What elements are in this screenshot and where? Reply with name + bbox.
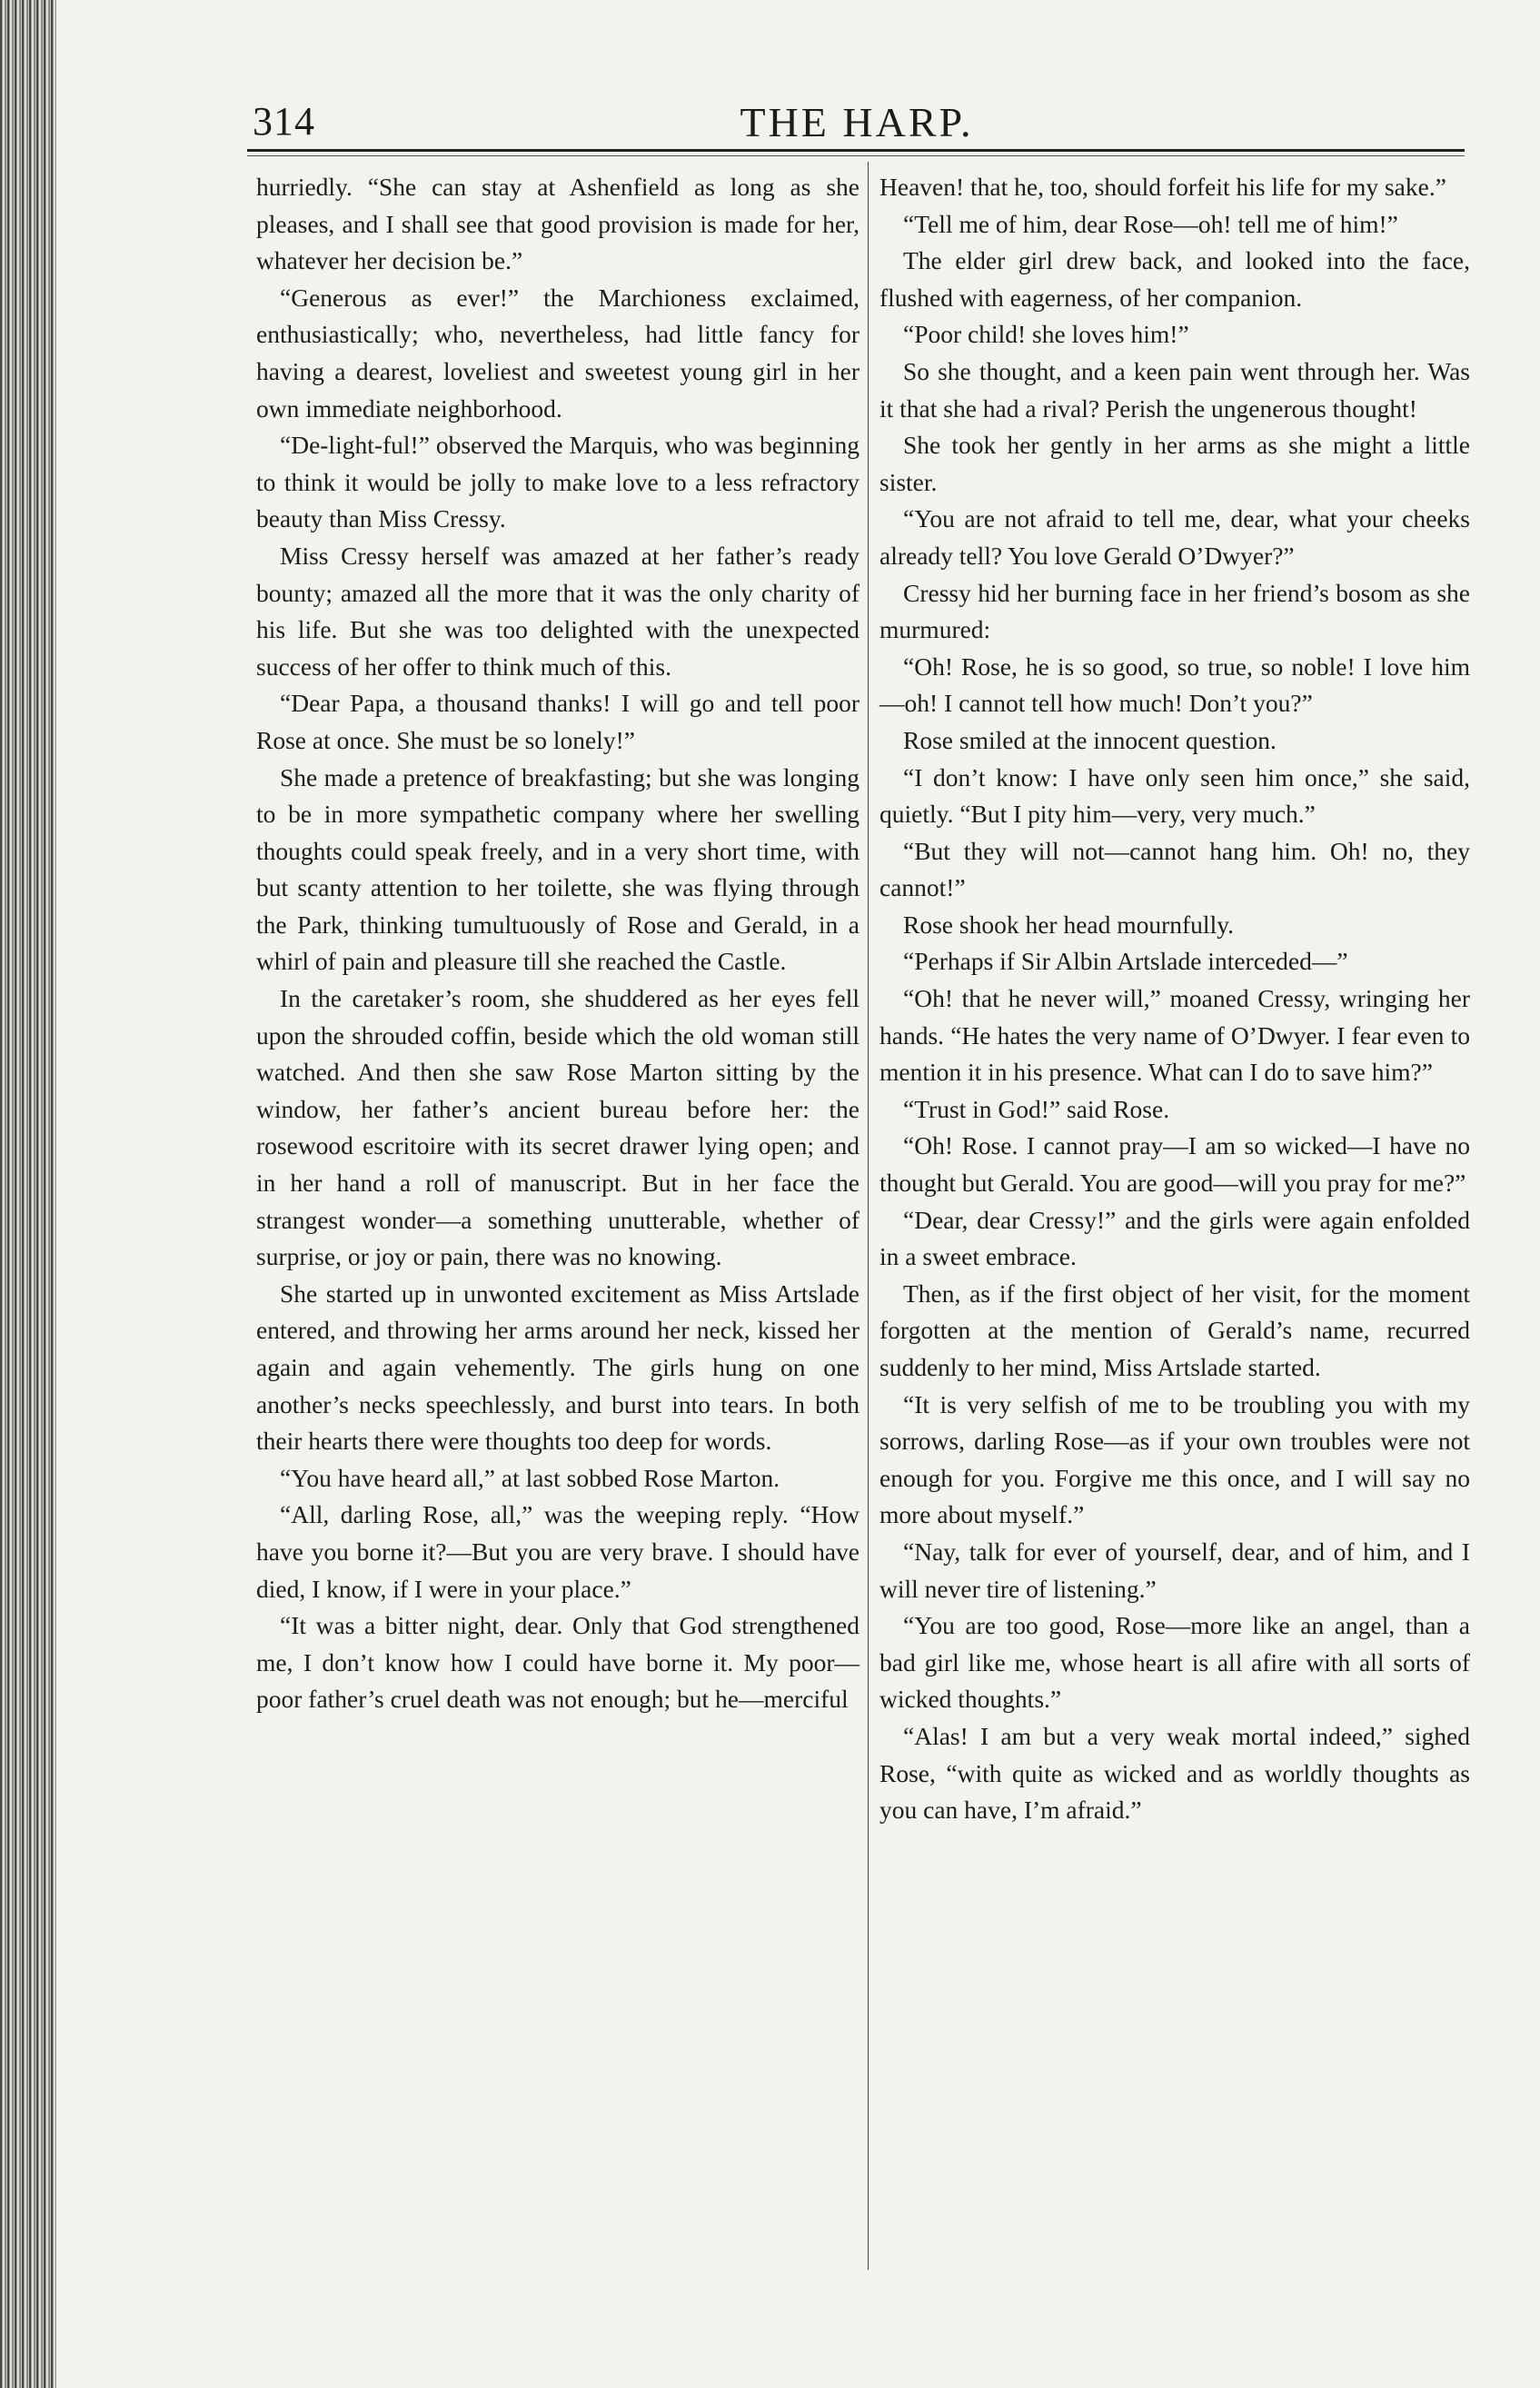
paragraph: Miss Cressy herself was amazed at her father’s ready bounty; amazed all the more that it was the only charity of his life. But she was too delighted with the unexpected success of her offer to think much of this. <box>256 541 859 681</box>
right-column <box>879 169 1470 1829</box>
paragraph: She took her gently in her arms as she might a little sister. <box>879 431 1470 496</box>
paragraph: The elder girl drew back, and looked into the face, flushed with eagerness, of her companion. <box>879 246 1470 312</box>
page-header <box>253 98 1461 153</box>
paragraph: “You have heard all,” at last sobbed Rose Marton. <box>280 1463 780 1492</box>
paragraph: “It is very selfish of me to be troubling you with my sorrows, darling Rose—as if your own troubles were not enough for you. Forgive me this once, and I will say no more about myself.” <box>879 1389 1470 1529</box>
paragraph: She made a pretence of breakfasting; but she was longing to be in more sympathetic company where her swelling thoughts could speak freely, and in a very short time, with but scanty attention to her toilette, she was flying through the Park, thinking tumultuously of Rose and Gerald, in a whirl of pain and pleasure till she reached the Castle. <box>256 762 859 976</box>
column-divider <box>868 162 869 2270</box>
paragraph: “Tell me of him, dear Rose—oh! tell me of him!” <box>903 209 1398 238</box>
paragraph: “You are not afraid to tell me, dear, what your cheeks already tell? You love Gerald O’Dwyer?” <box>879 504 1470 570</box>
paragraph: “Trust in God!” said Rose. <box>903 1094 1170 1123</box>
paragraph: hurriedly. “She can stay at Ashenfield as long as she pleases, and I shall see that good provision is made for her, whatever her decision be.” <box>256 173 859 275</box>
paragraph: In the caretaker’s room, she shuddered as her eyes fell upon the shrouded coffin, beside which the old woman still watched. And then she saw Rose Marton sitting by the window, her father’s ancient bureau before her: the rosewood escritoire with its secret drawer lying open; and in her hand a roll of manuscript. But in her face the strangest wonder—a something unutterable, whether of surprise, or joy or pain, there was no knowing. <box>256 984 859 1271</box>
page-binding-edge <box>0 0 56 2388</box>
paragraph: “Perhaps if Sir Albin Artslade interceded—” <box>903 947 1348 976</box>
paragraph: “Nay, talk for ever of yourself, dear, and of him, and I will never tire of listening.” <box>879 1537 1470 1603</box>
paragraph: She started up in unwonted excitement as Miss Artslade entered, and throwing her arms around her neck, kissed her again and again vehemently. The girls hung on one another’s necks speechlessly, and burst into tears. In both their hearts there were thoughts too deep for words. <box>256 1279 859 1456</box>
paragraph: “Oh! that he never will,” moaned Cressy, wringing her hands. “He hates the very name of O’Dwyer. I fear even to mention it in his presence. What can I do to save him?” <box>879 984 1470 1087</box>
running-title: THE HARP. <box>740 99 974 145</box>
paragraph: So she thought, and a keen pain went through her. Was it that she had a rival? Perish the ungenerous thought! <box>879 356 1470 423</box>
paragraph: Heaven! that he, too, should forfeit his life for my sake.” <box>879 173 1446 201</box>
paragraph: Rose shook her head mournfully. <box>903 910 1235 939</box>
paragraph: Then, as if the first object of her visit, for the moment forgotten at the mention of Gerald’s name, recurred suddenly to her mind, Miss Artslade started. <box>879 1279 1470 1381</box>
paragraph: “Dear, dear Cressy!” and the girls were again enfolded in a sweet embrace. <box>879 1205 1470 1271</box>
paragraph: Rose smiled at the innocent question. <box>903 725 1277 754</box>
paragraph: “Generous as ever!” the Marchioness exclaimed, enthusiastically; who, nevertheless, had little fancy for having a dearest, loveliest and sweetest young girl in her own immediate neighborhood. <box>256 283 859 423</box>
paragraph: “You are too good, Rose—more like an angel, than a bad girl like me, whose heart is all afire with all sorts of wicked thoughts.” <box>879 1611 1470 1714</box>
paragraph: “Oh! Rose. I cannot pray—I am so wicked—I have no thought but Gerald. You are good—will you pray for me?” <box>879 1131 1470 1198</box>
paragraph: “De-light-ful!” observed the Marquis, who was beginning to think it would be jolly to make love to a less refractory beauty than Miss Cressy. <box>256 431 859 533</box>
paragraph: “Dear Papa, a thousand thanks! I will go and tell poor Rose at once. She must be so lonely!” <box>256 689 859 754</box>
left-column <box>256 169 859 1718</box>
page-number: 314 <box>253 99 315 144</box>
paragraph: Cressy hid her burning face in her friend’s bosom as she murmured: <box>879 578 1470 644</box>
header-rule <box>247 149 1465 152</box>
paragraph: “I don’t know: I have only seen him once,” she said, quietly. “But I pity him—very, very much.” <box>879 762 1470 829</box>
paragraph: “Oh! Rose, he is so good, so true, so noble! I love him—oh! I cannot tell how much! Don’t you?” <box>879 652 1470 718</box>
header-rule-thin <box>247 155 1465 156</box>
paragraph: “All, darling Rose, all,” was the weeping reply. “How have you borne it?—But you are very brave. I should have died, I know, if I were in your place.” <box>256 1500 859 1603</box>
paragraph: “Alas! I am but a very weak mortal indeed,” sighed Rose, “with quite as wicked and as worldly thoughts as you can have, I’m afraid.” <box>879 1721 1470 1825</box>
paragraph: “Poor child! she loves him!” <box>903 320 1189 349</box>
paragraph: “It was a bitter night, dear. Only that God strengthened me, I don’t know how I could have borne it. My poor—poor father’s cruel death was not enough; but he—merciful <box>256 1611 859 1714</box>
paragraph: “But they will not—cannot hang him. Oh! no, they cannot!” <box>879 836 1470 902</box>
